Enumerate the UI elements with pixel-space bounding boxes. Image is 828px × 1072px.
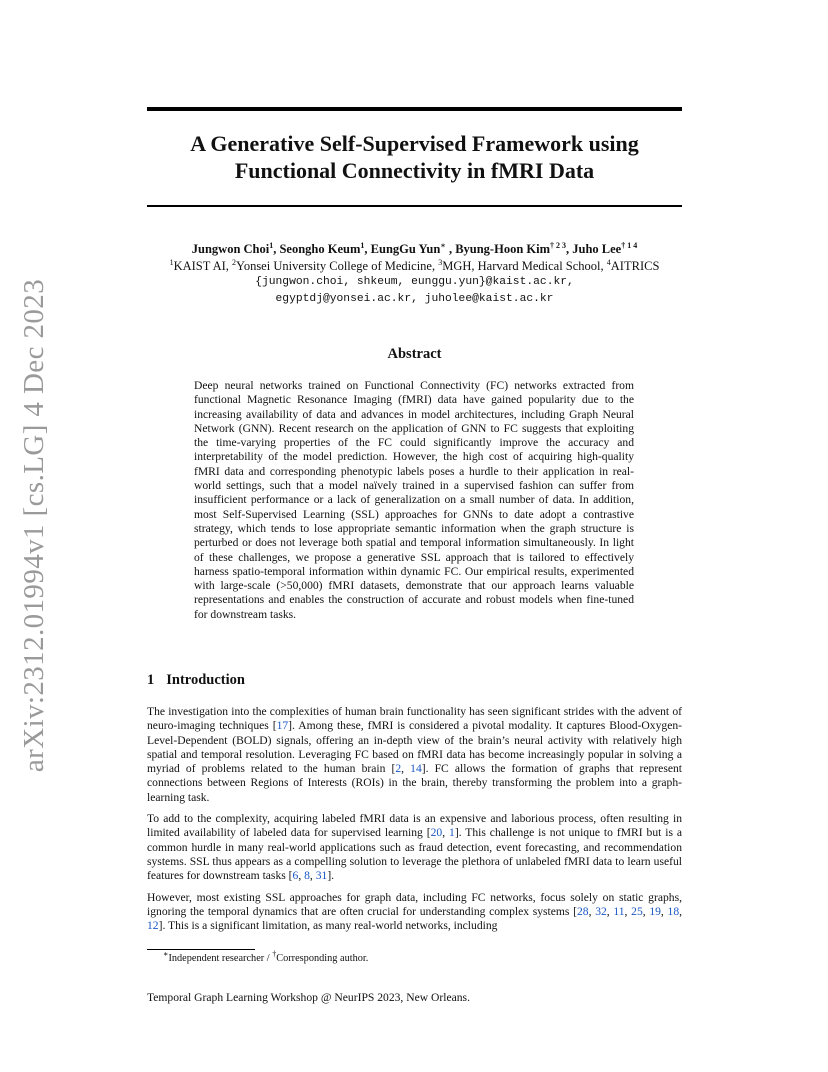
author-name: Byung-Hoon Kim xyxy=(455,242,550,256)
author-affiliation-mark: 1 xyxy=(269,240,274,250)
citation-link[interactable]: 8 xyxy=(304,869,310,883)
abstract-text: Deep neural networks trained on Functional Connectivity (FC) networks extracted from functional Magnetic Resonance Imaging (fMRI) data have gained popularity due to the increasing availability of data and advances in model architectures, including Graph Neural Network (GNN). Recent research on the application of GNN to FC suggests that exploiting the time-varying properties of the FC could significantly improve the accuracy and interpretability of the model prediction. However, the high cost of acquiring high-quality fMRI data and corresponding phenotypic labels poses a hurdle to their application in real-world settings, such that a model naïvely trained in a supervised fashion can suffer from insufficient performance or a lack of generalization on a small number of data. In addition, most Self-Supervised Learning (SSL) approaches for GNNs to date adopt a contrastive strategy, which tends to lose appropriate semantic information when the graph structure is perturbed or does not leverage both spatial and temporal information simultaneously. In light of these challenges, we propose a generative SSL approach that is tailored to effectively harness spatio-temporal information within dynamic FC. Our empirical results, experimented with large-scale (>50,000) fMRI datasets, demonstrate that our approach learns valuable representations and enables the construction of accurate and robust models when fine-tuned for downstream tasks. xyxy=(194,379,634,621)
section-number: 1 xyxy=(147,672,155,688)
citation-link[interactable]: 32 xyxy=(595,904,607,918)
footnote-mark: ∗ xyxy=(163,949,169,959)
affiliation: Yonsei University College of Medicine, xyxy=(236,258,439,273)
affiliations: $^1$KAIST AI, $^2$Yonsei University College of Medicine, $^3$MGH, Harvard Medical School, $^4$AITRICS xyxy=(169,257,660,273)
title-bottom-rule xyxy=(147,205,682,207)
footnote-mark: † xyxy=(272,949,277,959)
author-affiliation-mark: 1 xyxy=(360,240,365,250)
title-top-rule xyxy=(147,107,682,111)
footnote: ∗Independent researcher / †Corresponding author. xyxy=(163,949,369,964)
author-affiliation-mark: ∗ xyxy=(440,240,446,250)
paragraph: However, most existing SSL approaches for graph data, including FC networks, focus solely on static graphs, ignoring the temporal dynamics that are often crucial for understanding complex systems [28, 32, 11, 25, 19, 18, 12]. This is a significant limitation, as many real-world networks, including xyxy=(147,890,683,933)
section-heading-introduction xyxy=(147,672,245,689)
author-name: Juho Lee xyxy=(572,242,622,256)
affiliation: KAIST AI, xyxy=(173,258,233,273)
email-line-2: egyptdj@yonsei.ac.kr, juholee@kaist.ac.kr xyxy=(275,292,554,305)
author-names: Jungwon Choi$^1$, Seongho Keum$^1$, EungGu Yun∗ , Byung-Hoon Kim$^{\dagger 2 3}$, Juho Lee$^{\dagger 1 4}$ xyxy=(191,240,638,256)
author-block xyxy=(147,241,682,307)
author-name: Jungwon Choi xyxy=(191,242,270,256)
affiliation: AITRICS xyxy=(610,258,660,273)
citation-link[interactable]: 11 xyxy=(613,904,625,918)
author-affiliation-mark: † 1 4 xyxy=(621,240,638,250)
author-name: EungGu Yun xyxy=(370,242,441,256)
citation-link[interactable]: 18 xyxy=(667,904,680,918)
paragraph: To add to the complexity, acquiring labeled fMRI data is an expensive and laborious process, often resulting in limited availability of labeled data for supervised learning [20, 1]. This challenge is not unique to fMRI but is a common hurdle in many real-world applications such as fraud detection, event forecasting, and recommendation systems. SSL thus appears as a compelling solution to leverage the plethora of unlabeled fMRI data to learn useful features for downstream tasks [6, 8, 31]. xyxy=(147,812,683,883)
paragraph: The investigation into the complexities of human brain functionality has seen significant strides with the advent of neuro-imaging techniques [17]. Among these, fMRI is considered a pivotal modality. It captures Blood-Oxygen-Level-Dependent (BOLD) signals, offering an in-depth view of the brain’s neural activity with relatively high spatial and temporal resolution. Leveraging FC based on fMRI data has become increasingly popular in solving a myriad of problems related to the human brain [2, 14]. FC allows the formation of graphs that represent connections between Regions of Interests (ROIs) in the brain, thereby transforming the problem into a graph-learning task. xyxy=(147,705,683,804)
abstract-heading: Abstract xyxy=(387,346,442,362)
section-title: Introduction xyxy=(166,672,245,688)
citation-link[interactable]: 14 xyxy=(410,762,422,776)
author-name: Seongho Keum xyxy=(279,242,361,256)
title-line-2: Functional Connectivity in fMRI Data xyxy=(234,158,595,183)
citation-link[interactable]: 6 xyxy=(292,869,299,883)
author-affiliation-mark: † 2 3 xyxy=(550,240,566,250)
citation-link[interactable]: 1 xyxy=(449,826,455,840)
arxiv-watermark xyxy=(0,278,70,772)
introduction-body xyxy=(147,705,682,940)
affiliation: MGH, Harvard Medical School, xyxy=(442,258,607,273)
citation-link[interactable]: 2 xyxy=(395,762,402,776)
citation-link[interactable]: 25 xyxy=(631,904,643,918)
citation-link[interactable]: 12 xyxy=(147,919,159,933)
email-line-1: {jungwon.choi, shkeum, eunggu.yun}@kaist.ac.kr, xyxy=(255,276,574,288)
title-line-1: A Generative Self-Supervised Framework using xyxy=(190,131,639,156)
citation-link[interactable]: 31 xyxy=(315,869,328,883)
citation-link[interactable]: 19 xyxy=(649,904,661,918)
citation-link[interactable]: 28 xyxy=(577,904,589,918)
paper-title xyxy=(147,130,682,184)
arxiv-identifier: arXiv:2312.01994v1 [cs.LG] 4 Dec 2023 xyxy=(18,278,51,772)
citation-link[interactable]: 17 xyxy=(276,719,289,733)
citation-link[interactable]: 20 xyxy=(430,826,443,840)
page-footer: Temporal Graph Learning Workshop @ NeurIPS 2023, New Orleans. xyxy=(147,991,470,1004)
